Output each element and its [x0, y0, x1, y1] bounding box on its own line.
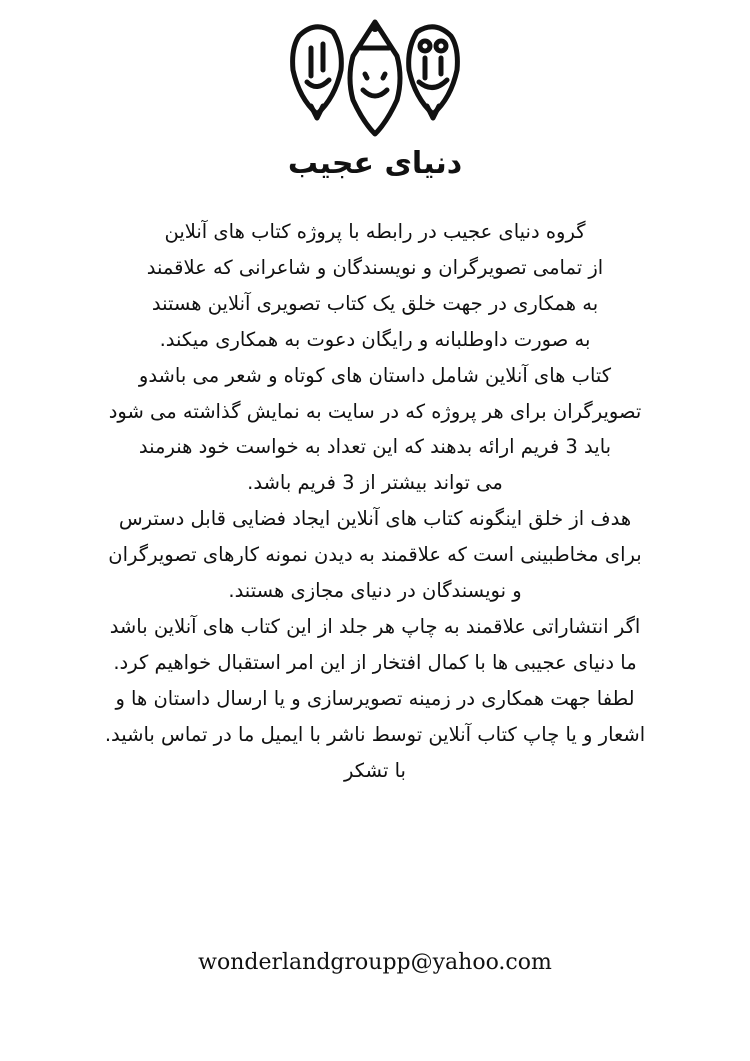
logo: [285, 18, 465, 188]
text-line: و نویسندگان در دنیای مجازی هستند.: [228, 579, 522, 603]
text-line: اشعار و یا چاپ کتاب آنلاین توسط ناشر با ایمیل ما در تماس باشید.: [104, 722, 646, 746]
invitation-text: [30, 214, 720, 789]
text-line: گروه دنیای عجیب در رابطه با پروژه کتاب های آنلاین: [164, 220, 586, 243]
text-line: به همکاری در جهت خلق یک کتاب تصویری آنلاین هستند: [151, 291, 599, 315]
logo-wordmark: دنیای عجیب: [287, 146, 463, 181]
text-line: کتاب های آنلاین شامل داستان های کوتاه و شعر می باشدو: [138, 363, 612, 387]
text-line: برای مخاطبینی است که علاقمند به دیدن نمونه کارهای تصویرگران: [108, 543, 642, 567]
contact-email[interactable]: wonderlandgroupp@yahoo.com: [198, 950, 552, 975]
text-line: اگر انتشاراتی علاقمند به چاپ هر جلد از این کتاب های آنلاین باشد: [109, 614, 641, 638]
text-line: از تمامی تصویرگران و نویسندگان و شاعرانی که علاقمند: [146, 255, 604, 279]
text-line: لطفا جهت همکاری در زمینه تصویرسازی و یا ارسال داستان ها و: [115, 686, 635, 710]
text-line: به صورت داوطلبانه و رایگان دعوت به همکاری میکند.: [159, 327, 591, 351]
text-line: می تواند بیشتر از 3 فریم باشد.: [247, 471, 503, 495]
text-line: ما دنیای عجیبی ها با کمال افتخار از این امر استقبال خواهیم کرد.: [113, 650, 637, 674]
text-line: باید 3 فریم ارائه بدهند که این تعداد به خواست خود هنرمند: [138, 435, 612, 459]
text-line: هدف از خلق اینگونه کتاب های آنلاین ایجاد فضایی قابل دسترس: [118, 507, 632, 531]
text-line: تصویرگران برای هر پروژه که در سایت به نمایش گذاشته می شود: [108, 399, 642, 423]
text-line: با تشکر: [344, 758, 406, 782]
